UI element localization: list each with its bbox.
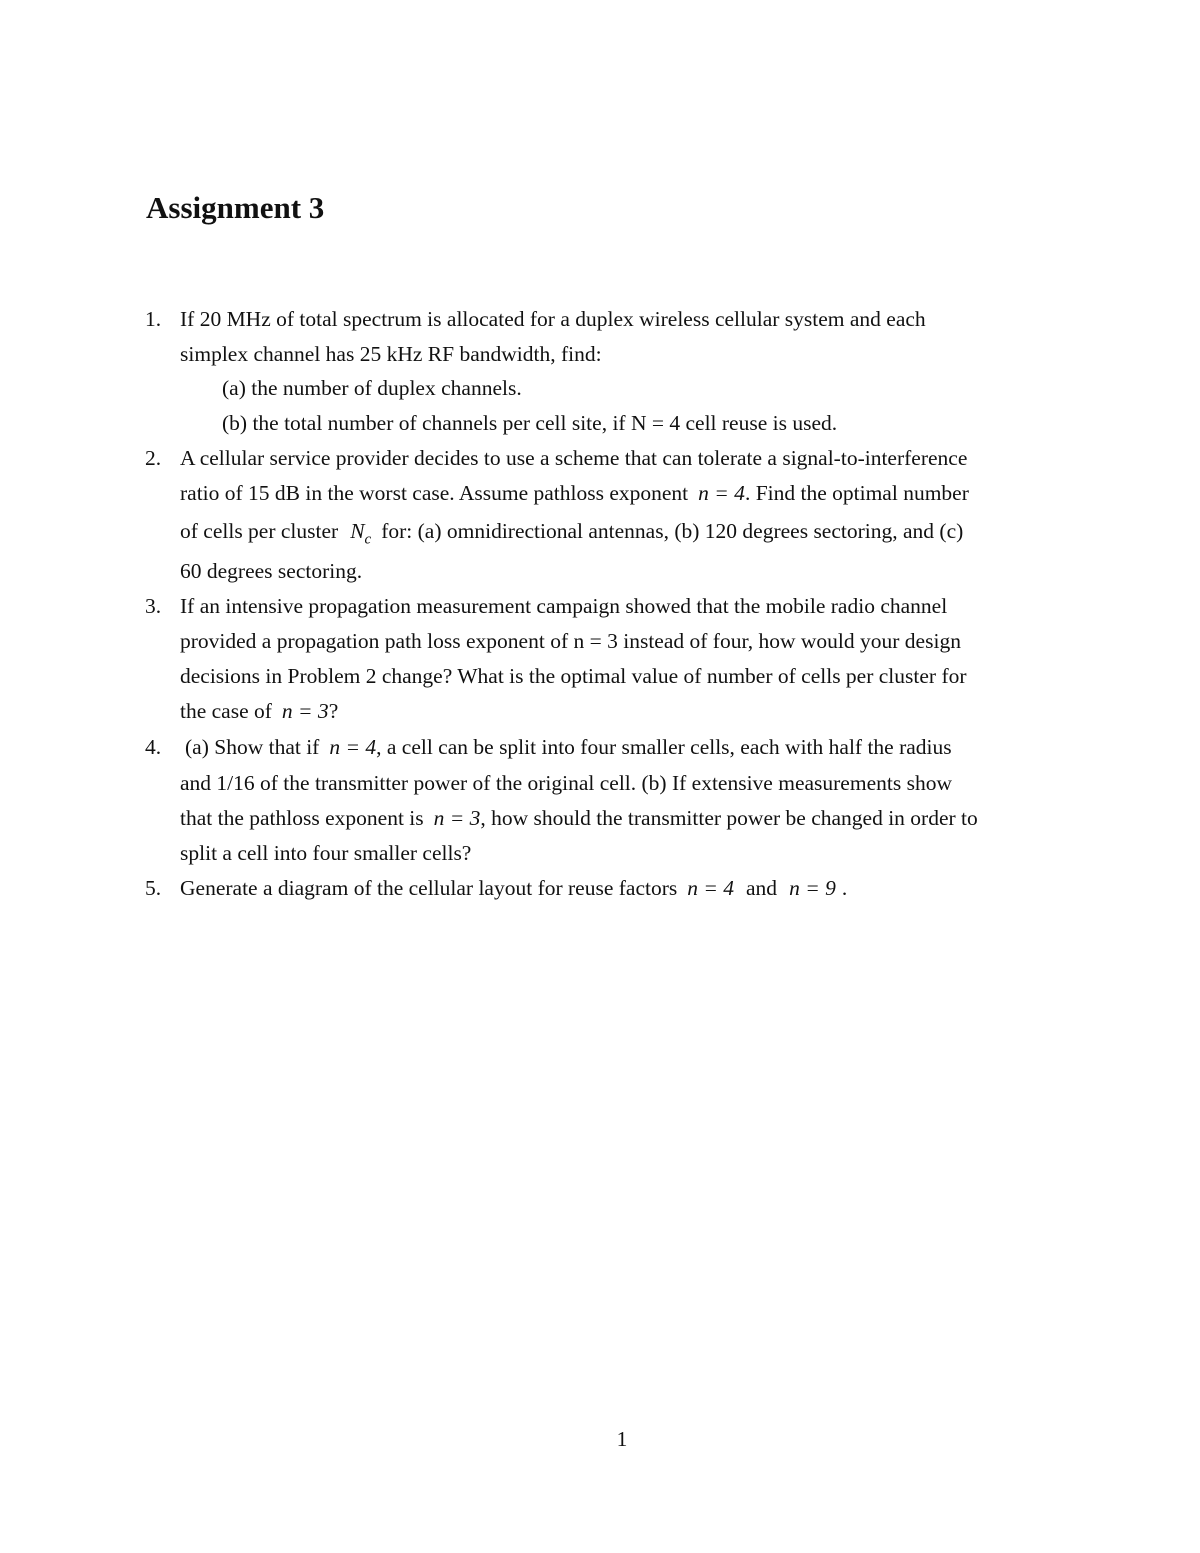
problem-text-line: split a cell into four smaller cells?	[180, 841, 472, 865]
problem-text-segment: ratio of 15 dB in the worst case. Assume pathloss exponent	[180, 481, 689, 505]
problem-text-line: A cellular service provider decides to use a scheme that can tolerate a signal-to-interference	[180, 446, 968, 470]
problem-text-segment: of cells per cluster	[180, 519, 339, 543]
problem-text-line: 60 degrees sectoring.	[180, 559, 363, 583]
problem-number: 4.	[145, 735, 162, 759]
math-expression: n = 9	[789, 876, 836, 900]
problem-text-line: If an intensive propagation measurement campaign showed that the mobile radio channel	[180, 594, 948, 618]
problem-text-line	[185, 732, 952, 762]
problem-text-segment: .	[841, 876, 848, 900]
problem-number: 3.	[145, 594, 162, 618]
sub-question-a: (a) the number of duplex channels.	[222, 376, 522, 400]
problem-text-segment: and	[746, 876, 778, 900]
page-title: Assignment 3	[146, 190, 325, 225]
problem-text-line	[180, 516, 963, 554]
math-expression: n = 4	[687, 876, 735, 900]
problem-text-line: provided a propagation path loss exponent of n = 3 instead of four, how would your design	[180, 629, 961, 653]
math-expression: n = 3	[281, 699, 329, 723]
problem-text-line: decisions in Problem 2 change? What is the optimal value of number of cells per cluster for	[180, 664, 967, 688]
problem-text-segment: . Find the optimal number	[744, 481, 969, 505]
problem-number: 5.	[145, 876, 162, 900]
problem-text-segment: for: (a) omnidirectional antennas, (b) 120 degrees sectoring, and (c)	[381, 519, 964, 543]
problem-number: 2.	[145, 446, 162, 470]
problem-text-segment: the case of	[180, 699, 272, 723]
problem-text-line	[180, 478, 969, 508]
math-symbol: N	[350, 519, 365, 543]
sub-question-b: (b) the total number of channels per cell site, if N = 4 cell reuse is used.	[222, 411, 838, 435]
problem-text-line	[180, 803, 978, 833]
problem-text-line	[180, 873, 847, 903]
problem-text-segment: Generate a diagram of the cellular layout for reuse factors	[180, 876, 678, 900]
problem-text-segment: , how should the transmitter power be changed in order to	[480, 806, 978, 830]
math-expression: n = 4	[698, 481, 745, 505]
problem-text-segment: that the pathloss exponent is	[180, 806, 424, 830]
problem-number: 1.	[145, 307, 162, 331]
problem-text-segment: (a) Show that if	[185, 735, 320, 759]
problem-text-line: simplex channel has 25 kHz RF bandwidth, find:	[180, 342, 602, 366]
problem-text-segment: ?	[328, 699, 339, 723]
problem-text-line: If 20 MHz of total spectrum is allocated for a duplex wireless cellular system and each	[180, 307, 926, 331]
problem-text-line	[180, 696, 338, 726]
math-expression: n = 4	[329, 735, 377, 759]
math-expression: n = 3	[433, 806, 481, 830]
page-number: 1	[616, 1427, 628, 1451]
math-subscript: c	[364, 531, 372, 548]
problem-text-segment: , a cell can be split into four smaller cells, each with half the radius	[376, 735, 952, 759]
problem-text-line: and 1/16 of the transmitter power of the original cell. (b) If extensive measurements show	[180, 771, 952, 795]
